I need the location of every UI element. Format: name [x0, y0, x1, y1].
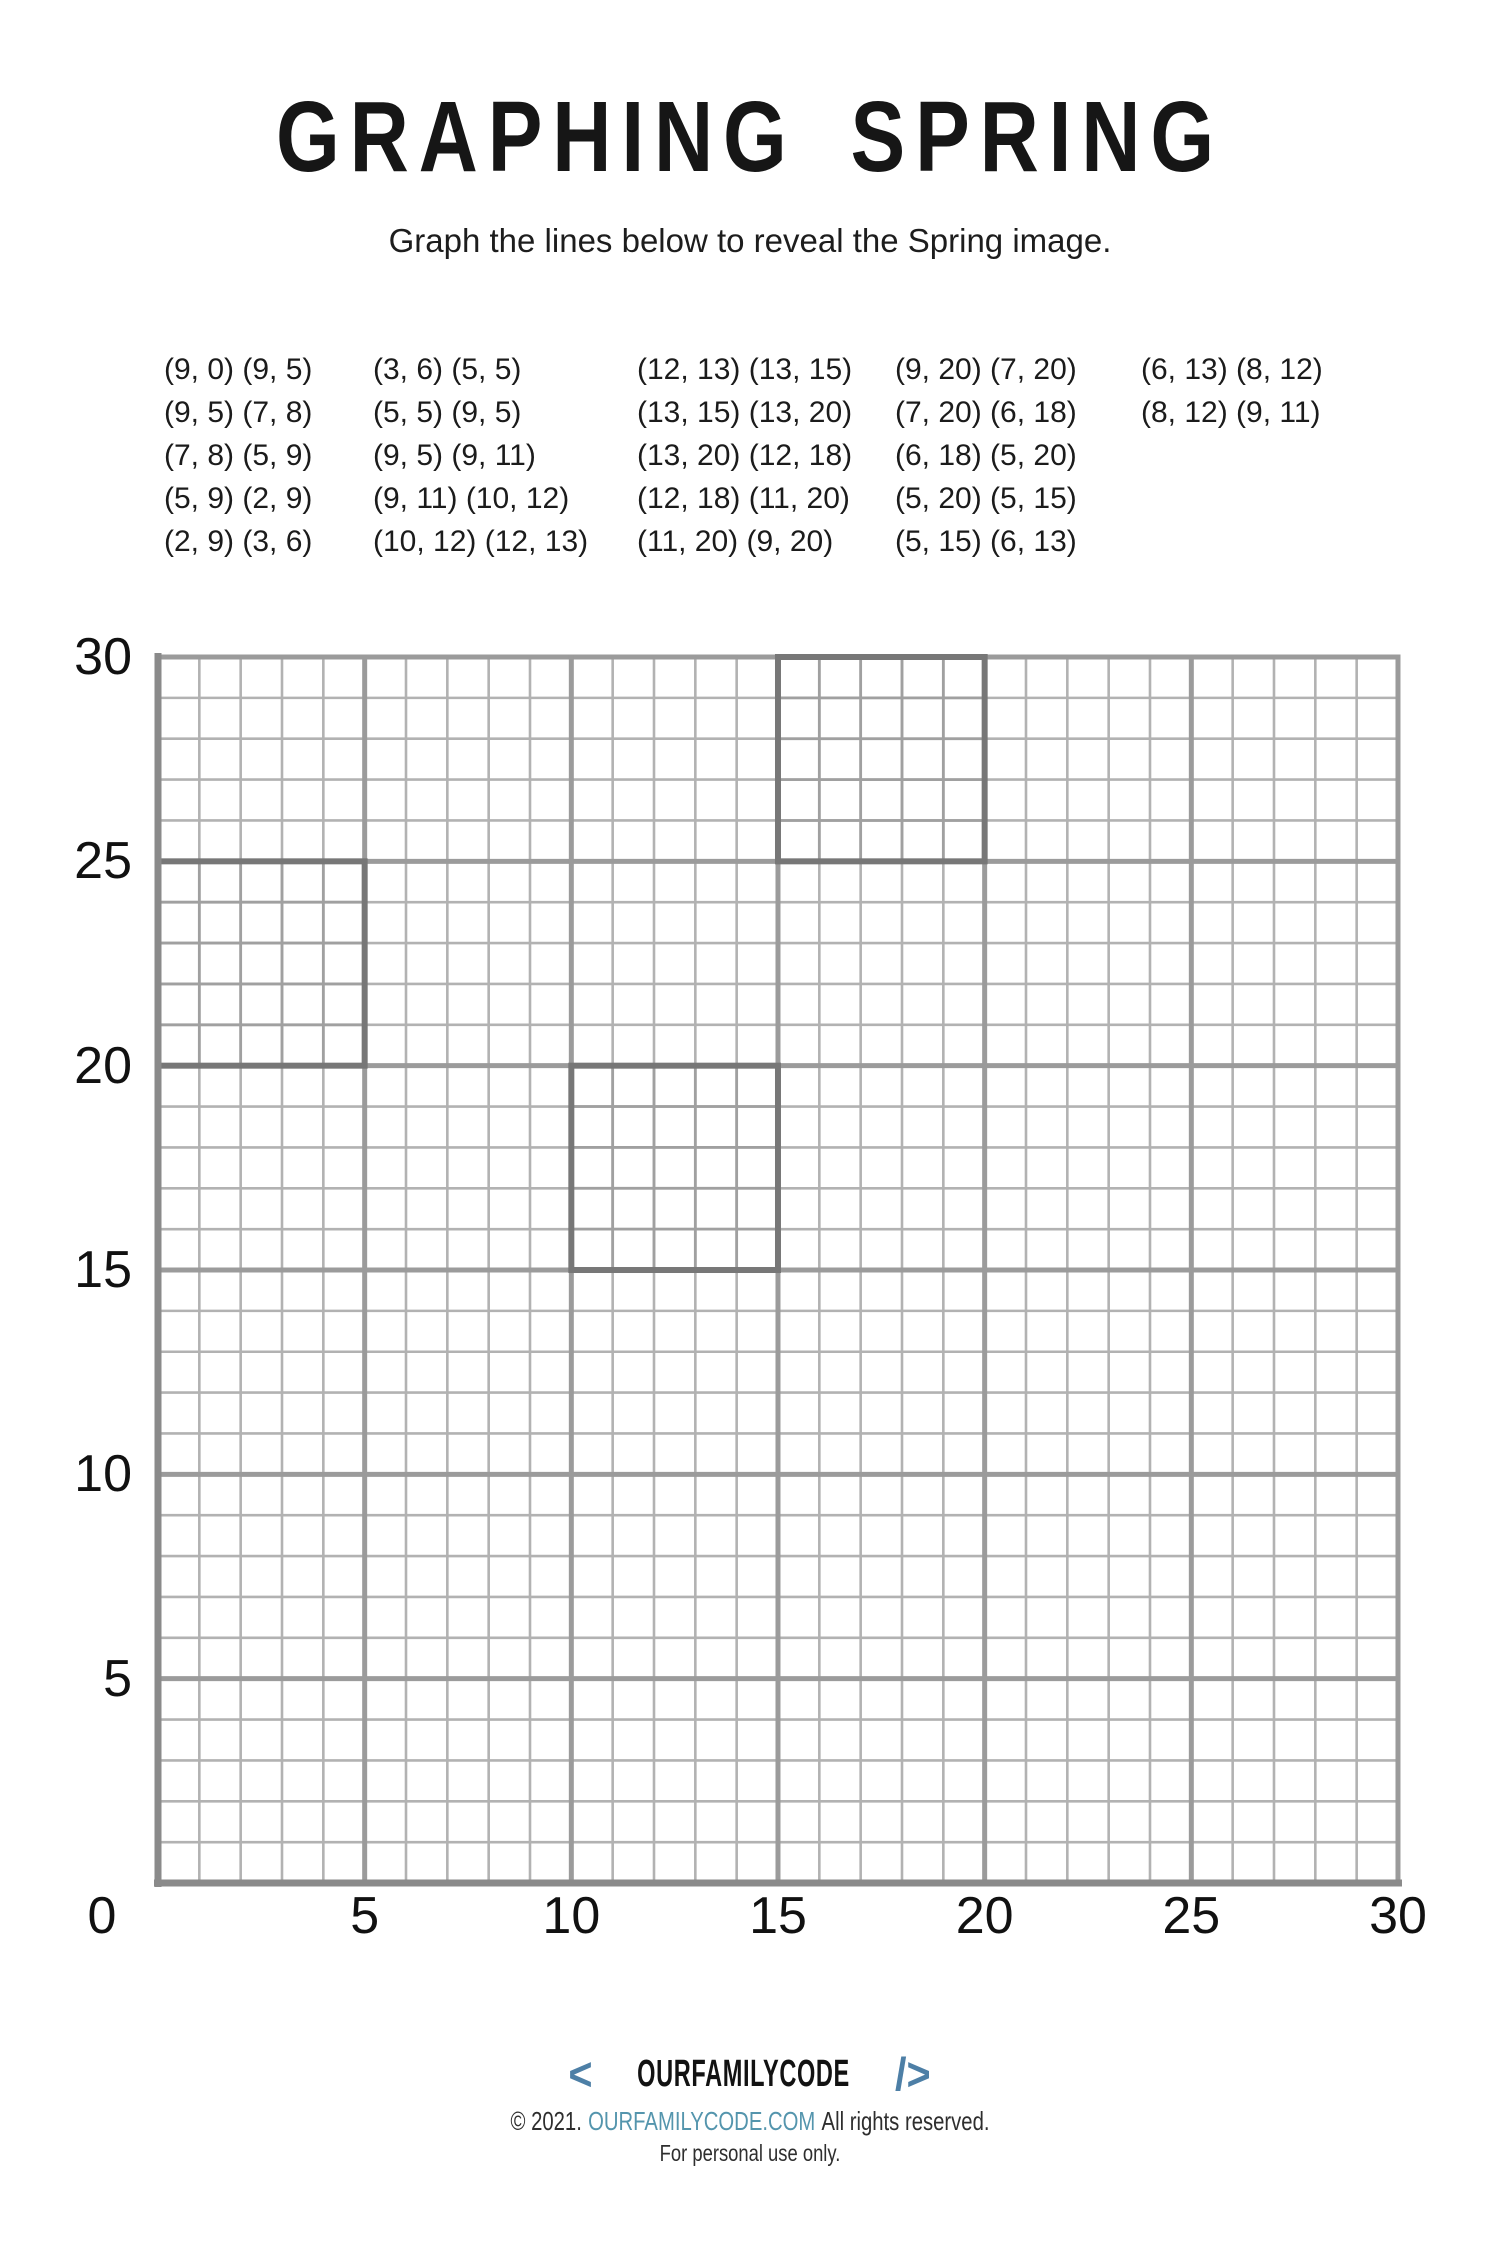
coordinate-pair: (11, 20) (9, 20) — [637, 525, 834, 558]
coordinate-grid — [150, 649, 1406, 1891]
coordinate-pair: (7, 20) (6, 18) — [895, 396, 1077, 429]
footer — [0, 2048, 1500, 2167]
coordinate-pair: (12, 18) (11, 20) — [637, 482, 850, 515]
logo-name: OURFAMILYCODE — [637, 2053, 850, 2095]
coordinate-column — [895, 348, 1077, 563]
code-right-bracket-icon: /> — [895, 2048, 931, 2100]
coordinate-pair: (8, 12) (9, 11) — [1141, 396, 1321, 429]
worksheet-title: GRAPHING SPRING — [275, 81, 1224, 193]
coordinate-pair: (9, 0) (9, 5) — [164, 353, 313, 386]
x-axis-tick: 15 — [749, 1887, 807, 1945]
copyright-line — [165, 2106, 1335, 2137]
coordinate-pair: (12, 13) (13, 15) — [637, 353, 853, 386]
code-left-bracket-icon: < — [568, 2048, 593, 2100]
coordinate-pair: (6, 13) (8, 12) — [1141, 353, 1323, 386]
y-axis-tick: 25 — [74, 832, 132, 891]
coordinate-pair: (9, 20) (7, 20) — [895, 353, 1077, 386]
coordinate-pair: (2, 9) (3, 6) — [164, 525, 313, 558]
x-axis-tick: 5 — [350, 1887, 380, 1945]
x-axis-tick: 20 — [955, 1887, 1014, 1945]
coordinate-pair: (3, 6) (5, 5) — [373, 353, 522, 386]
coordinate-pair: (10, 12) (12, 13) — [373, 525, 589, 558]
coordinate-column — [164, 348, 312, 563]
coordinate-pair: (9, 5) (7, 8) — [164, 396, 313, 429]
worksheet-instructions: Graph the lines below to reveal the Spring image. — [388, 222, 1112, 259]
y-axis-tick: 5 — [103, 1649, 132, 1708]
grid-block-outline — [778, 657, 985, 861]
coordinate-pair: (9, 11) (10, 12) — [373, 482, 570, 515]
y-axis-tick: 30 — [74, 628, 132, 686]
grid-block-outline — [571, 1066, 778, 1270]
coordinate-pair: (5, 9) (2, 9) — [164, 482, 313, 515]
ourfamilycode-link[interactable]: OURFAMILYCODE.COM — [588, 2106, 816, 2136]
coordinate-pair: (7, 8) (5, 9) — [164, 439, 313, 472]
coordinate-pair: (5, 20) (5, 15) — [895, 482, 1077, 515]
coordinate-pair: (13, 15) (13, 20) — [637, 396, 853, 429]
copyright-suffix: All rights reserved. — [821, 2106, 990, 2136]
grid-block-outline — [158, 861, 365, 1065]
coordinate-column — [1141, 348, 1323, 434]
x-axis-tick: 30 — [1369, 1887, 1427, 1945]
personal-use-note: For personal use only. — [659, 2140, 841, 2166]
coordinate-pair: (9, 5) (9, 11) — [373, 439, 536, 472]
x-axis-tick: 25 — [1162, 1887, 1221, 1945]
coordinate-pair: (5, 15) (6, 13) — [895, 525, 1077, 558]
x-axis-tick: 0 — [87, 1887, 117, 1945]
copyright-prefix: © 2021. — [510, 2106, 582, 2136]
coordinate-pair: (6, 18) (5, 20) — [895, 439, 1077, 472]
y-axis-tick: 10 — [74, 1445, 132, 1504]
coordinate-list — [0, 348, 1500, 568]
y-axis-tick: 20 — [74, 1036, 132, 1095]
coordinate-column — [637, 348, 852, 563]
coordinate-pair: (13, 20) (12, 18) — [637, 439, 853, 472]
y-axis-tick: 15 — [74, 1241, 132, 1299]
x-axis-tick: 10 — [542, 1887, 601, 1945]
coordinate-pair: (5, 5) (9, 5) — [373, 396, 522, 429]
coordinate-column — [373, 348, 588, 563]
brand-logo — [0, 2048, 1500, 2100]
